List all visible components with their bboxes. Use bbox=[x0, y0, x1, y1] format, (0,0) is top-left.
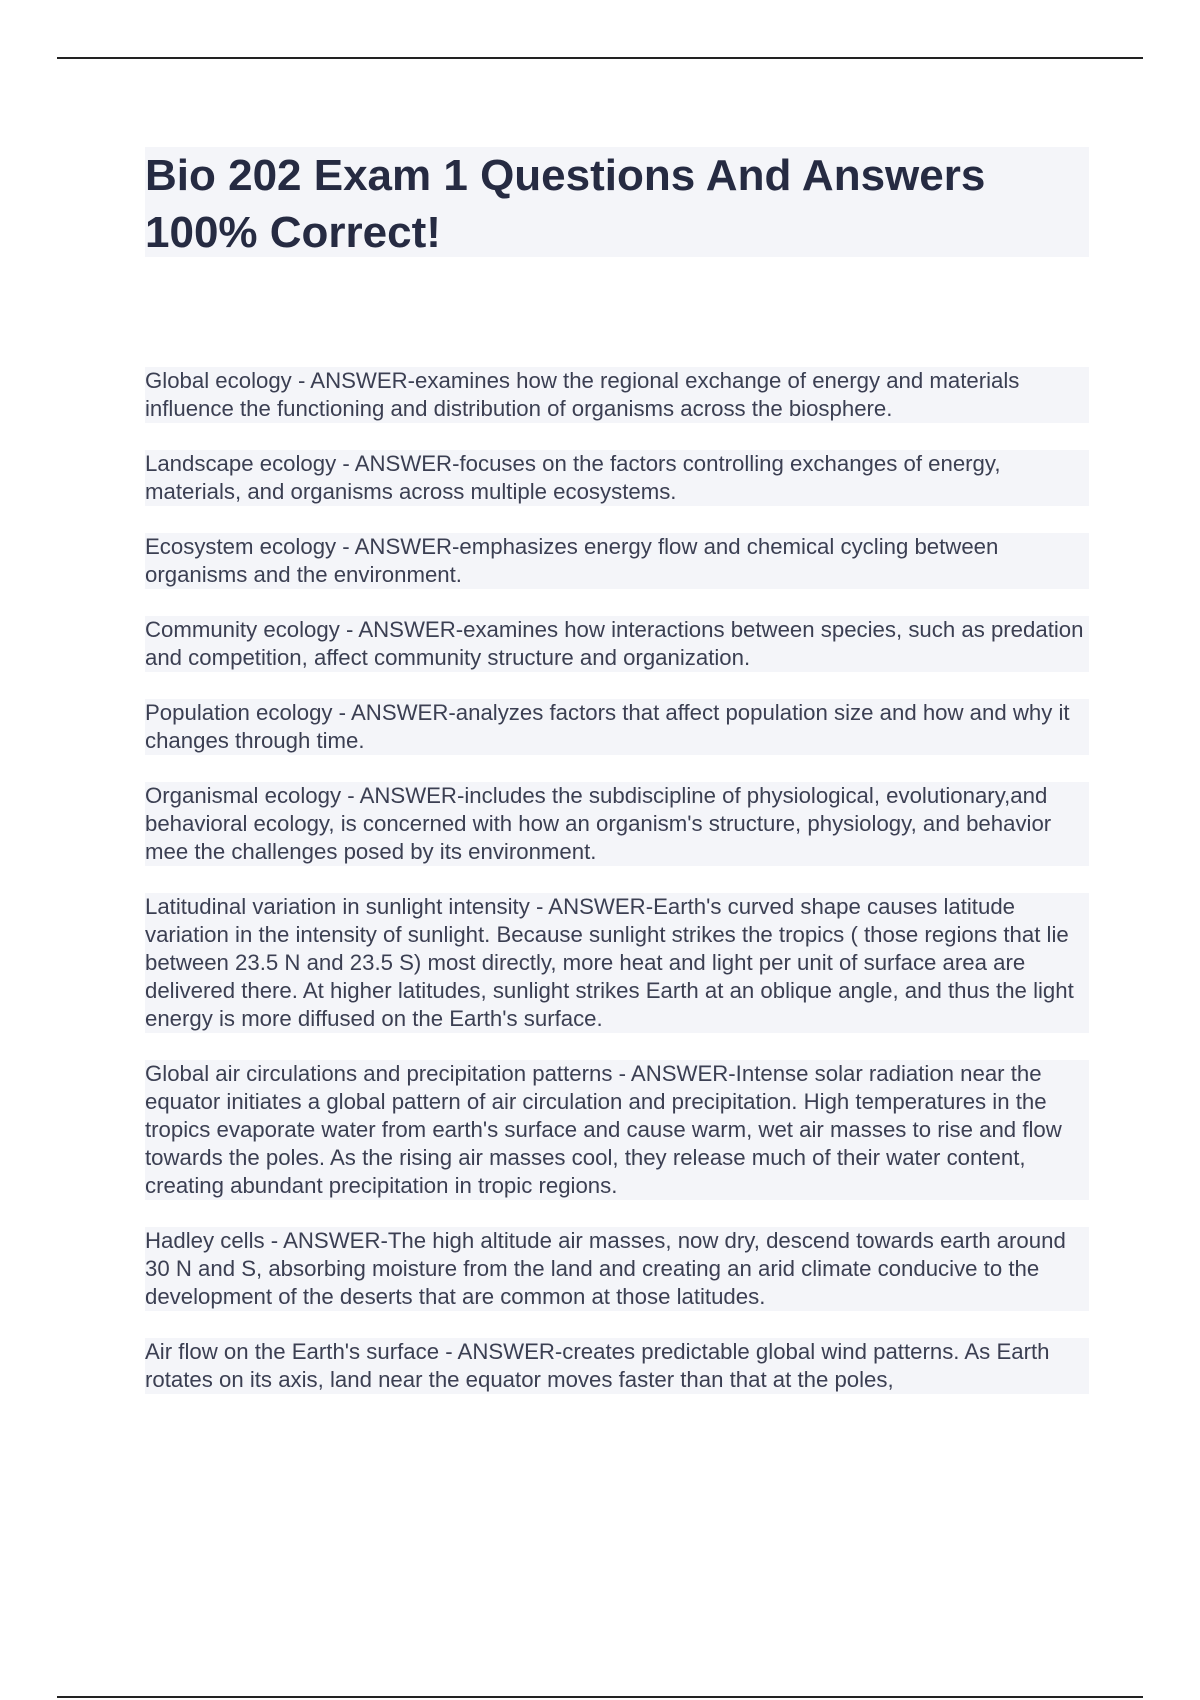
page-title: Bio 202 Exam 1 Questions And Answers 100% Correct! bbox=[145, 151, 986, 257]
qa-entry-global-air-circulation: Global air circulations and precipitation patterns - ANSWER-Intense solar radiation near the equator initiates a global pattern of air circulation and precipitation. High temperatures in the tropics evaporate water from earth's surface and cause warm, wet air masses to rise and flow towards the poles. As the rising air masses cool, they release much of their water content, creating abundant precipitation in tropic regions. bbox=[145, 1060, 1089, 1200]
qa-entry-hadley-cells: Hadley cells - ANSWER-The high altitude air masses, now dry, descend towards earth around 30 N and S, absorbing moisture from the land and creating an arid climate conducive to the development of the deserts that are common at those latitudes. bbox=[145, 1227, 1089, 1311]
qa-list bbox=[145, 367, 1089, 1421]
qa-entry-organismal-ecology: Organismal ecology - ANSWER-includes the subdiscipline of physiological, evolutionary,and behavioral ecology, is concerned with how an organism's structure, physiology, and behavior mee the challenges posed by its environment. bbox=[145, 782, 1089, 866]
qa-entry-community-ecology: Community ecology - ANSWER-examines how interactions between species, such as predation and competition, affect community structure and organization. bbox=[145, 616, 1089, 672]
qa-entry-population-ecology: Population ecology - ANSWER-analyzes factors that affect population size and how and why it changes through time. bbox=[145, 699, 1089, 755]
top-divider bbox=[57, 57, 1143, 59]
title-block bbox=[145, 147, 1089, 257]
qa-entry-air-flow: Air flow on the Earth's surface - ANSWER-creates predictable global wind patterns. As Earth rotates on its axis, land near the equator moves faster than that at the poles, bbox=[145, 1338, 1089, 1394]
qa-entry-global-ecology: Global ecology - ANSWER-examines how the regional exchange of energy and materials influence the functioning and distribution of organisms across the biosphere. bbox=[145, 367, 1089, 423]
qa-entry-ecosystem-ecology: Ecosystem ecology - ANSWER-emphasizes energy flow and chemical cycling between organisms and the environment. bbox=[145, 533, 1089, 589]
qa-entry-latitudinal-variation: Latitudinal variation in sunlight intensity - ANSWER-Earth's curved shape causes latitude variation in the intensity of sunlight. Because sunlight strikes the tropics ( those regions that lie between 23.5 N and 23.5 S) most directly, more heat and light per unit of surface area are delivered there. At higher latitudes, sunlight strikes Earth at an oblique angle, and thus the light energy is more diffused on the Earth's surface. bbox=[145, 893, 1089, 1033]
qa-entry-landscape-ecology: Landscape ecology - ANSWER-focuses on the factors controlling exchanges of energy, materials, and organisms across multiple ecosystems. bbox=[145, 450, 1089, 506]
bottom-divider bbox=[57, 1696, 1143, 1698]
